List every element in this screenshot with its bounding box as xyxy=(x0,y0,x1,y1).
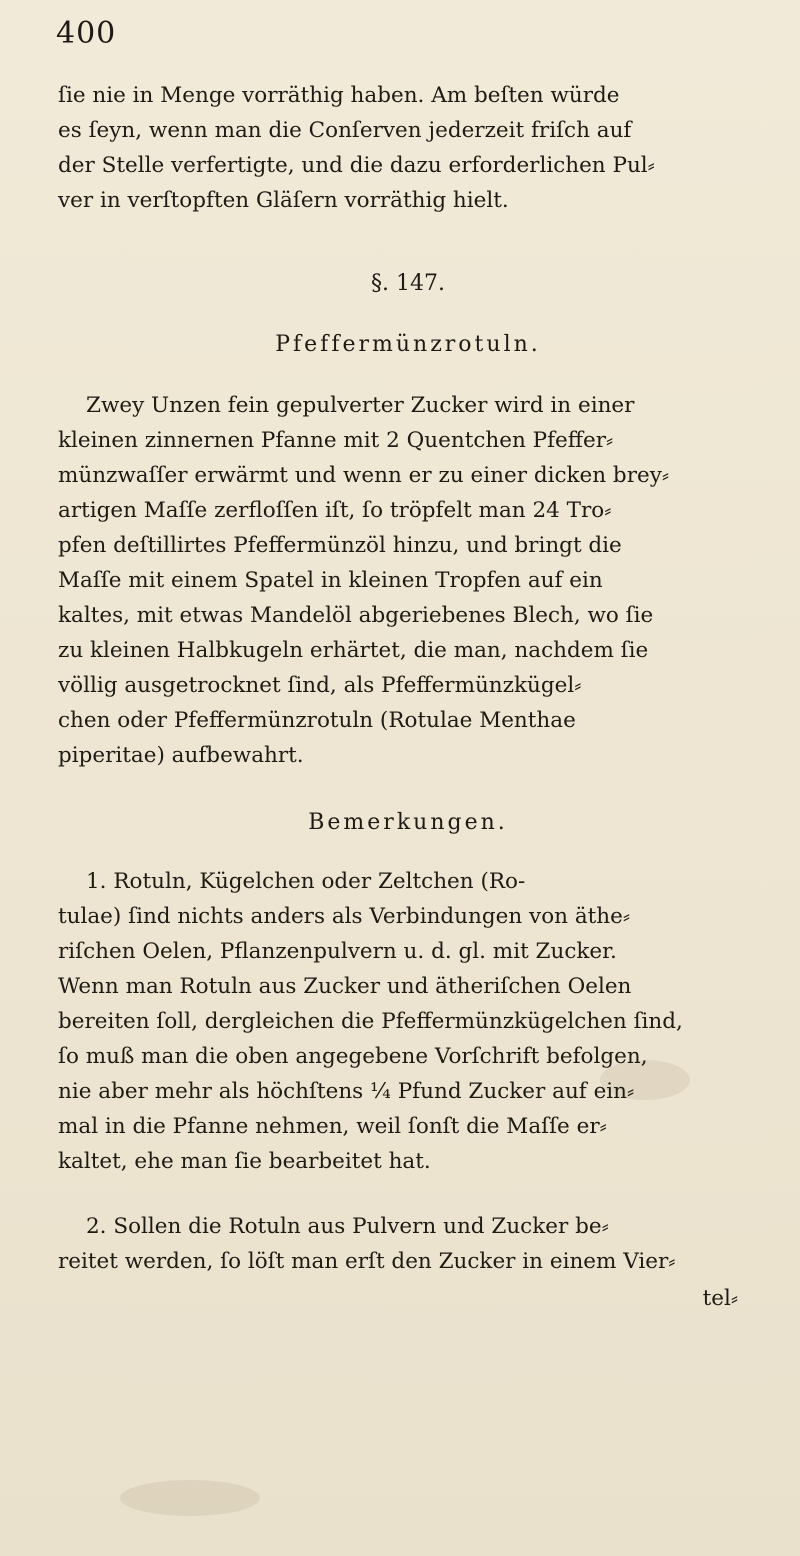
text-line: tulae) ſind nichts anders als Verbindungen von äthe⸗ xyxy=(58,904,631,929)
text-line: Wenn man Rotuln aus Zucker und ätheriſchen Oelen xyxy=(58,974,632,999)
recipe-heading: Pfeffermünzrotuln. xyxy=(275,332,541,357)
text-line: bereiten ſoll, dergleichen die Pfeffermünzkügelchen ſind, xyxy=(58,1009,683,1034)
text-line: artigen Maſſe zerfloſſen iſt, ſo tröpfelt man 24 Tro⸗ xyxy=(58,498,612,523)
remarks-heading: Bemerkungen. xyxy=(308,810,508,835)
text-line: ver in verſtopften Gläſern vorräthig hielt. xyxy=(58,188,509,213)
text-line: kleinen zinnernen Pfanne mit 2 Quentchen Pfeffer⸗ xyxy=(58,428,614,453)
section-number: §. 147. xyxy=(371,271,445,296)
text-line: piperitae) aufbewahrt. xyxy=(58,743,304,768)
page-number: 400 xyxy=(56,16,117,51)
text-line: ſie nie in Menge vorräthig haben. Am beſten würde xyxy=(58,83,620,108)
text-line: nie aber mehr als höchſtens ¼ Pfund Zucker auf ein⸗ xyxy=(58,1079,635,1104)
text-line: kaltet, ehe man ſie bearbeitet hat. xyxy=(58,1149,431,1174)
text-line: Maſſe mit einem Spatel in kleinen Tropfen auf ein xyxy=(58,568,603,593)
text-line: es ſeyn, wenn man die Conſerven jederzeit friſch auf xyxy=(58,118,632,143)
text-line: Zwey Unzen fein gepulverter Zucker wird in einer xyxy=(86,393,635,418)
page-text xyxy=(58,78,758,1316)
catchword: tel⸗ xyxy=(702,1286,738,1311)
text-line: reitet werden, ſo löſt man erſt den Zucker in einem Vier⸗ xyxy=(58,1249,676,1274)
text-line: mal in die Pfanne nehmen, weil ſonſt die Maſſe er⸗ xyxy=(58,1114,607,1139)
text-line: münzwaſſer erwärmt und wenn er zu einer dicken brey⸗ xyxy=(58,463,669,488)
text-line: chen oder Pfeffermünzrotuln (Rotulae Menthae xyxy=(58,708,576,733)
text-line: ſo muß man die oben angegebene Vorſchrift befolgen, xyxy=(58,1044,648,1069)
text-line: völlig ausgetrocknet ſind, als Pfeffermünzkügel⸗ xyxy=(58,673,582,698)
text-line: der Stelle verfertigte, und die dazu erforderlichen Pul⸗ xyxy=(58,153,655,178)
text-line: 1. Rotuln, Kügelchen oder Zeltchen (Ro- xyxy=(86,869,526,894)
paper-stain xyxy=(120,1480,260,1516)
text-line: 2. Sollen die Rotuln aus Pulvern und Zucker be⸗ xyxy=(86,1214,609,1239)
text-line: zu kleinen Halbkugeln erhärtet, die man, nachdem ſie xyxy=(58,638,649,663)
text-line: kaltes, mit etwas Mandelöl abgeriebenes Blech, wo ſie xyxy=(58,603,654,628)
text-line: pfen deſtillirtes Pfeffermünzöl hinzu, und bringt die xyxy=(58,533,622,558)
text-line: riſchen Oelen, Pflanzenpulvern u. d. gl. mit Zucker. xyxy=(58,939,617,964)
